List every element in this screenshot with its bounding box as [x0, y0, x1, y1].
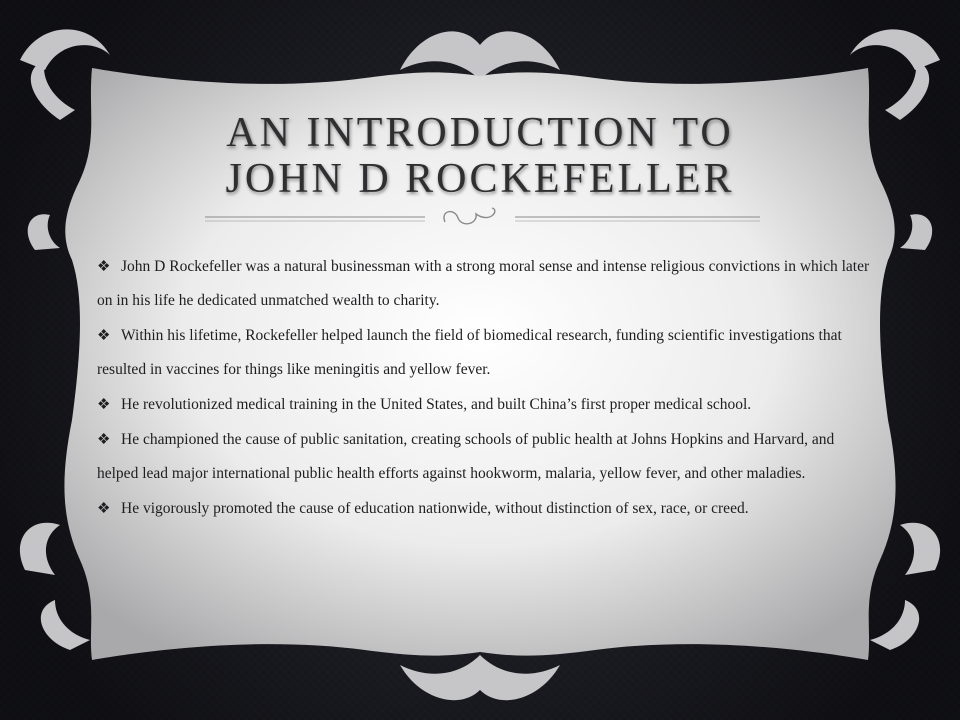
bullet-list [97, 250, 872, 527]
bullet-text-5: He vigorously promoted the cause of education nationwide, without distinction of sex, race, or creed. [121, 500, 749, 517]
bullet-text-4: He championed the cause of public sanitation, creating schools of public health at Johns Hopkins and Harvard, and helped lead major international public health efforts against hookworm, malaria, yellow fever, and other maladies. [97, 431, 835, 482]
bullet-item-5 [97, 492, 872, 526]
four-diamond-icon: ❖ [97, 328, 111, 344]
four-diamond-icon: ❖ [97, 259, 111, 275]
slide-title-line-1: AN INTRODUCTION TO [226, 110, 734, 156]
bullet-text-3: He revolutionized medical training in the United States, and built China’s first proper medical school. [121, 396, 752, 413]
bullet-item-2 [97, 319, 872, 387]
four-diamond-icon: ❖ [97, 432, 111, 448]
slide-title [0, 110, 960, 202]
bullet-item-1 [97, 250, 872, 318]
bullet-text-2: Within his lifetime, Rockefeller helped launch the field of biomedical research, funding scientific investigations that resulted in vaccines for things like meningitis and yellow fever. [97, 327, 842, 378]
bullet-item-3 [97, 388, 872, 422]
four-diamond-icon: ❖ [97, 501, 111, 517]
four-diamond-icon: ❖ [97, 397, 111, 413]
bullet-text-1: John D Rockefeller was a natural businessman with a strong moral sense and intense religious convictions in which later on in his life he dedicated unmatched wealth to charity. [97, 258, 870, 309]
bullet-item-4 [97, 423, 872, 491]
slide-title-line-2: JOHN D ROCKEFELLER [225, 156, 735, 202]
